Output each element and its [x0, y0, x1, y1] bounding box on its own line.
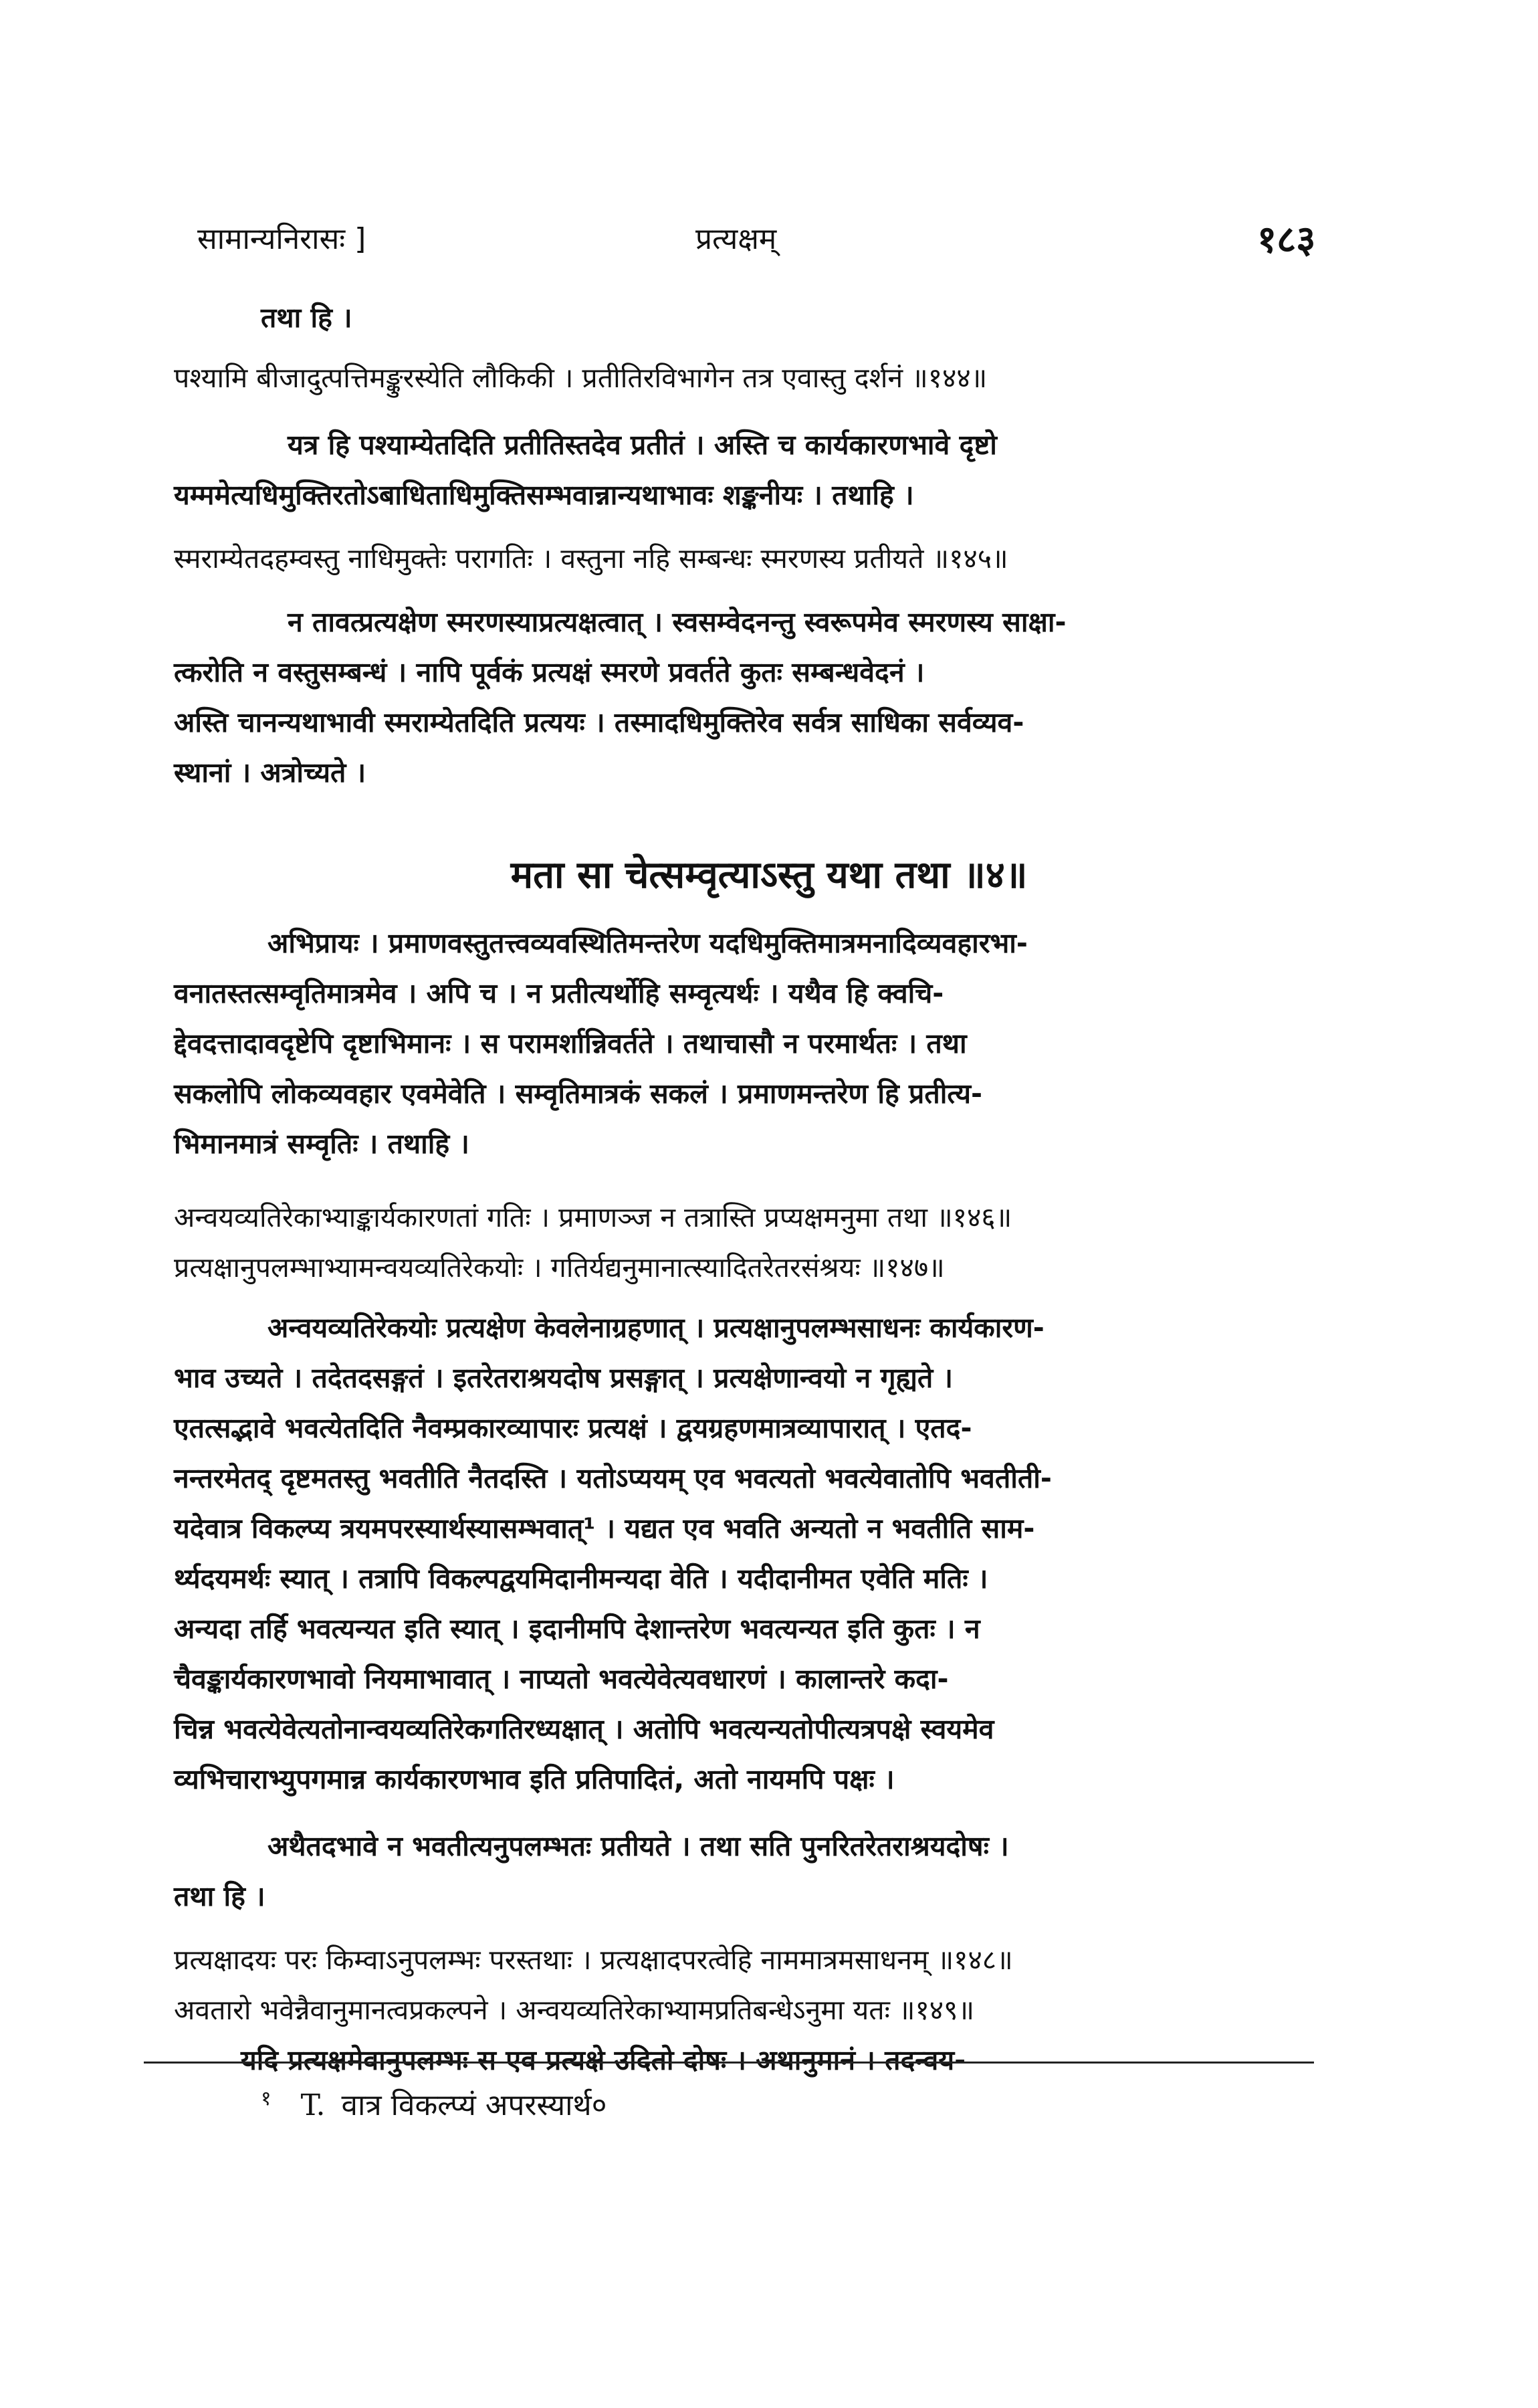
- text-line: स्मराम्येतदहम्वस्तु नाधिमुक्तेः परागतिः । वस्तुना नहि सम्बन्धः स्मरणस्य प्रतीयते ॥१४५॥: [174, 542, 1008, 575]
- footnote-mark: १: [261, 2087, 271, 2110]
- text-line: यदि प्रत्यक्षमेवानुपलम्भः स एव प्रत्यक्षे उदितो दोषः । अथानुमानं । तदन्वय-: [241, 2044, 966, 2076]
- running-head-center: प्रत्यक्षम्: [695, 222, 777, 256]
- text-line: एतत्सद्भावे भवत्येतदिति नैवम्प्रकारव्यापारः प्रत्यक्षं । द्वयग्रहणमात्रव्यापारात् । एतद-: [174, 1412, 972, 1444]
- footnote-divider: [144, 2062, 1314, 2064]
- text-line: सकलोपि लोकव्यवहार एवमेवेति । सम्वृतिमात्रकं सकलं । प्रमाणमन्तरेण हि प्रतीत्य-: [174, 1078, 983, 1110]
- text-line: पश्यामि बीजादुत्पत्तिमङ्कुरस्येति लौकिकी । प्रतीतिरविभागेन तत्र एवास्तु दर्शनं ॥१४४॥: [174, 362, 988, 394]
- text-line: अन्वयव्यतिरेकाभ्याङ्कार्यकारणतां गतिः । प्रमाणञ्ज न तत्रास्ति प्रप्यक्षमनुमा तथा ॥१४६॥: [174, 1201, 1012, 1233]
- text-line: अभिप्रायः । प्रमाणवस्तुतत्त्वव्यवस्थितिमन्तरेण यदधिमुक्तिमात्रमनादिव्यवहारभा-: [267, 927, 1028, 959]
- text-line: प्रत्यक्षानुपलम्भाभ्यामन्वयव्यतिरेकयोः । गतिर्यद्यनुमानात्स्यादितरेतरसंश्रयः ॥१४७॥: [174, 1251, 945, 1284]
- text-line: अवतारो भवेन्नैवानुमानत्वप्रकल्पने । अन्वयव्यतिरेकाभ्यामप्रतिबन्धेऽनुमा यतः ॥१४९॥: [174, 1994, 975, 2026]
- text-line: चैवङ्कार्यकारणभावो नियमाभावात् । नाप्यतो भवत्येवेत्यवधारणं । कालान्तरे कदा-: [174, 1663, 949, 1695]
- text-line: भाव उच्यते । तदेतदसङ्गतं । इतरेतराश्रयदोष प्रसङ्गात् । प्रत्यक्षेणान्वयो न गृह्यते ।: [174, 1362, 954, 1394]
- text-line: स्थानां । अत्रोच्यते ।: [174, 757, 366, 789]
- text-line: चिन्न भवत्येवेत्यतोनान्वयव्यतिरेकगतिरध्यक्षात् । अतोपि भवत्यन्यतोपीत्यत्रपक्षे स्वयमेव: [174, 1713, 994, 1745]
- text-line: अन्यदा तर्हि भवत्यन्यत इति स्यात् । इदानीमपि देशान्तरेण भवत्यन्यत इति कुतः । न: [174, 1613, 980, 1645]
- footnote-label: T.: [300, 2088, 326, 2122]
- text-line: न तावत्प्रत्यक्षेण स्मरणस्याप्रत्यक्षत्वात् । स्वसम्वेदनन्तु स्वरूपमेव स्मरणस्य साक्षा-: [288, 606, 1067, 638]
- text-line: यदेवात्र विकल्प्य त्रयमपरस्यार्थस्यासम्भवात्¹ । यद्यत एव भवति अन्यतो न भवतीति साम-: [174, 1512, 1035, 1544]
- text-line: अथैतदभावे न भवतीत्यनुपलम्भतः प्रतीयते । तथा सति पुनरितरेतराश्रयदोषः ।: [267, 1830, 1009, 1862]
- text-line: तथा हि ।: [261, 302, 352, 334]
- page-number: १८३: [1257, 218, 1316, 262]
- text-line: नन्तरमेतद् दृष्टमतस्तु भवतीति नैतदस्ति । यतोऽप्ययम् एव भवत्यतो भवत्येवातोपि भवतीती-: [174, 1462, 1052, 1494]
- text-line: प्रत्यक्षादयः परः किम्वाऽनुपलम्भः परस्तथाः । प्रत्यक्षादपरत्वेहि नाममात्रमसाधनम् ॥१४८॥: [174, 1944, 1013, 1976]
- text-line: द्देवदत्तादावदृष्टेपि दृष्टाभिमानः । स परामर्शान्निवर्तते । तथाचासौ न परमार्थतः । तथा: [174, 1027, 967, 1060]
- text-line: तथा हि ।: [174, 1880, 265, 1912]
- text-line: अन्वयव्यतिरेकयोः प्रत्यक्षेण केवलेनाग्रहणात् । प्रत्यक्षानुपलम्भसाधनः कार्यकारण-: [267, 1312, 1045, 1344]
- verse-heading: मता सा चेत्सम्वृत्याऽस्तु यथा तथा ॥४॥: [510, 854, 1028, 897]
- text-line: अस्ति चानन्यथाभावी स्मराम्येतदिति प्रत्ययः । तस्मादधिमुक्तिरेव सर्वत्र साधिका सर्वव्यव-: [174, 706, 1024, 738]
- text-line: त्करोति न वस्तुसम्बन्धं । नापि पूर्वकं प्रत्यक्षं स्मरणे प्रवर्तते कुतः सम्बन्धवेदनं ।: [174, 656, 925, 688]
- text-line: वनातस्तत्सम्वृतिमात्रमेव । अपि च । न प्रतीत्यर्थोहि सम्वृत्यर्थः । यथैव हि क्वचि-: [174, 977, 944, 1009]
- text-line: यत्र हि पश्याम्येतदिति प्रतीतिस्तदेव प्रतीतं । अस्ति च कार्यकारणभावे दृष्टो: [288, 429, 997, 461]
- text-line: र्थ्यदयमर्थः स्यात् । तत्रापि विकल्पद्वयमिदानीमन्यदा वेति । यदीदानीमत एवेति मतिः ।: [174, 1563, 988, 1595]
- running-head-left: सामान्यनिरासः ]: [197, 222, 366, 256]
- footnote-text: वात्र विकल्प्यं अपरस्यार्थ०: [341, 2088, 607, 2122]
- text-line: व्यभिचाराभ्युपगमान्न कार्यकारणभाव इति प्रतिपादितं, अतो नायमपि पक्षः ।: [174, 1763, 895, 1795]
- footnote: [261, 2084, 607, 2124]
- text-line: यम्ममेत्यधिमुक्तिरतोऽबाधिताधिमुक्तिसम्भवान्नान्यथाभावः शङ्कनीयः । तथाहि ।: [174, 479, 914, 511]
- text-line: भिमानमात्रं सम्वृतिः । तथाहि ।: [174, 1128, 469, 1160]
